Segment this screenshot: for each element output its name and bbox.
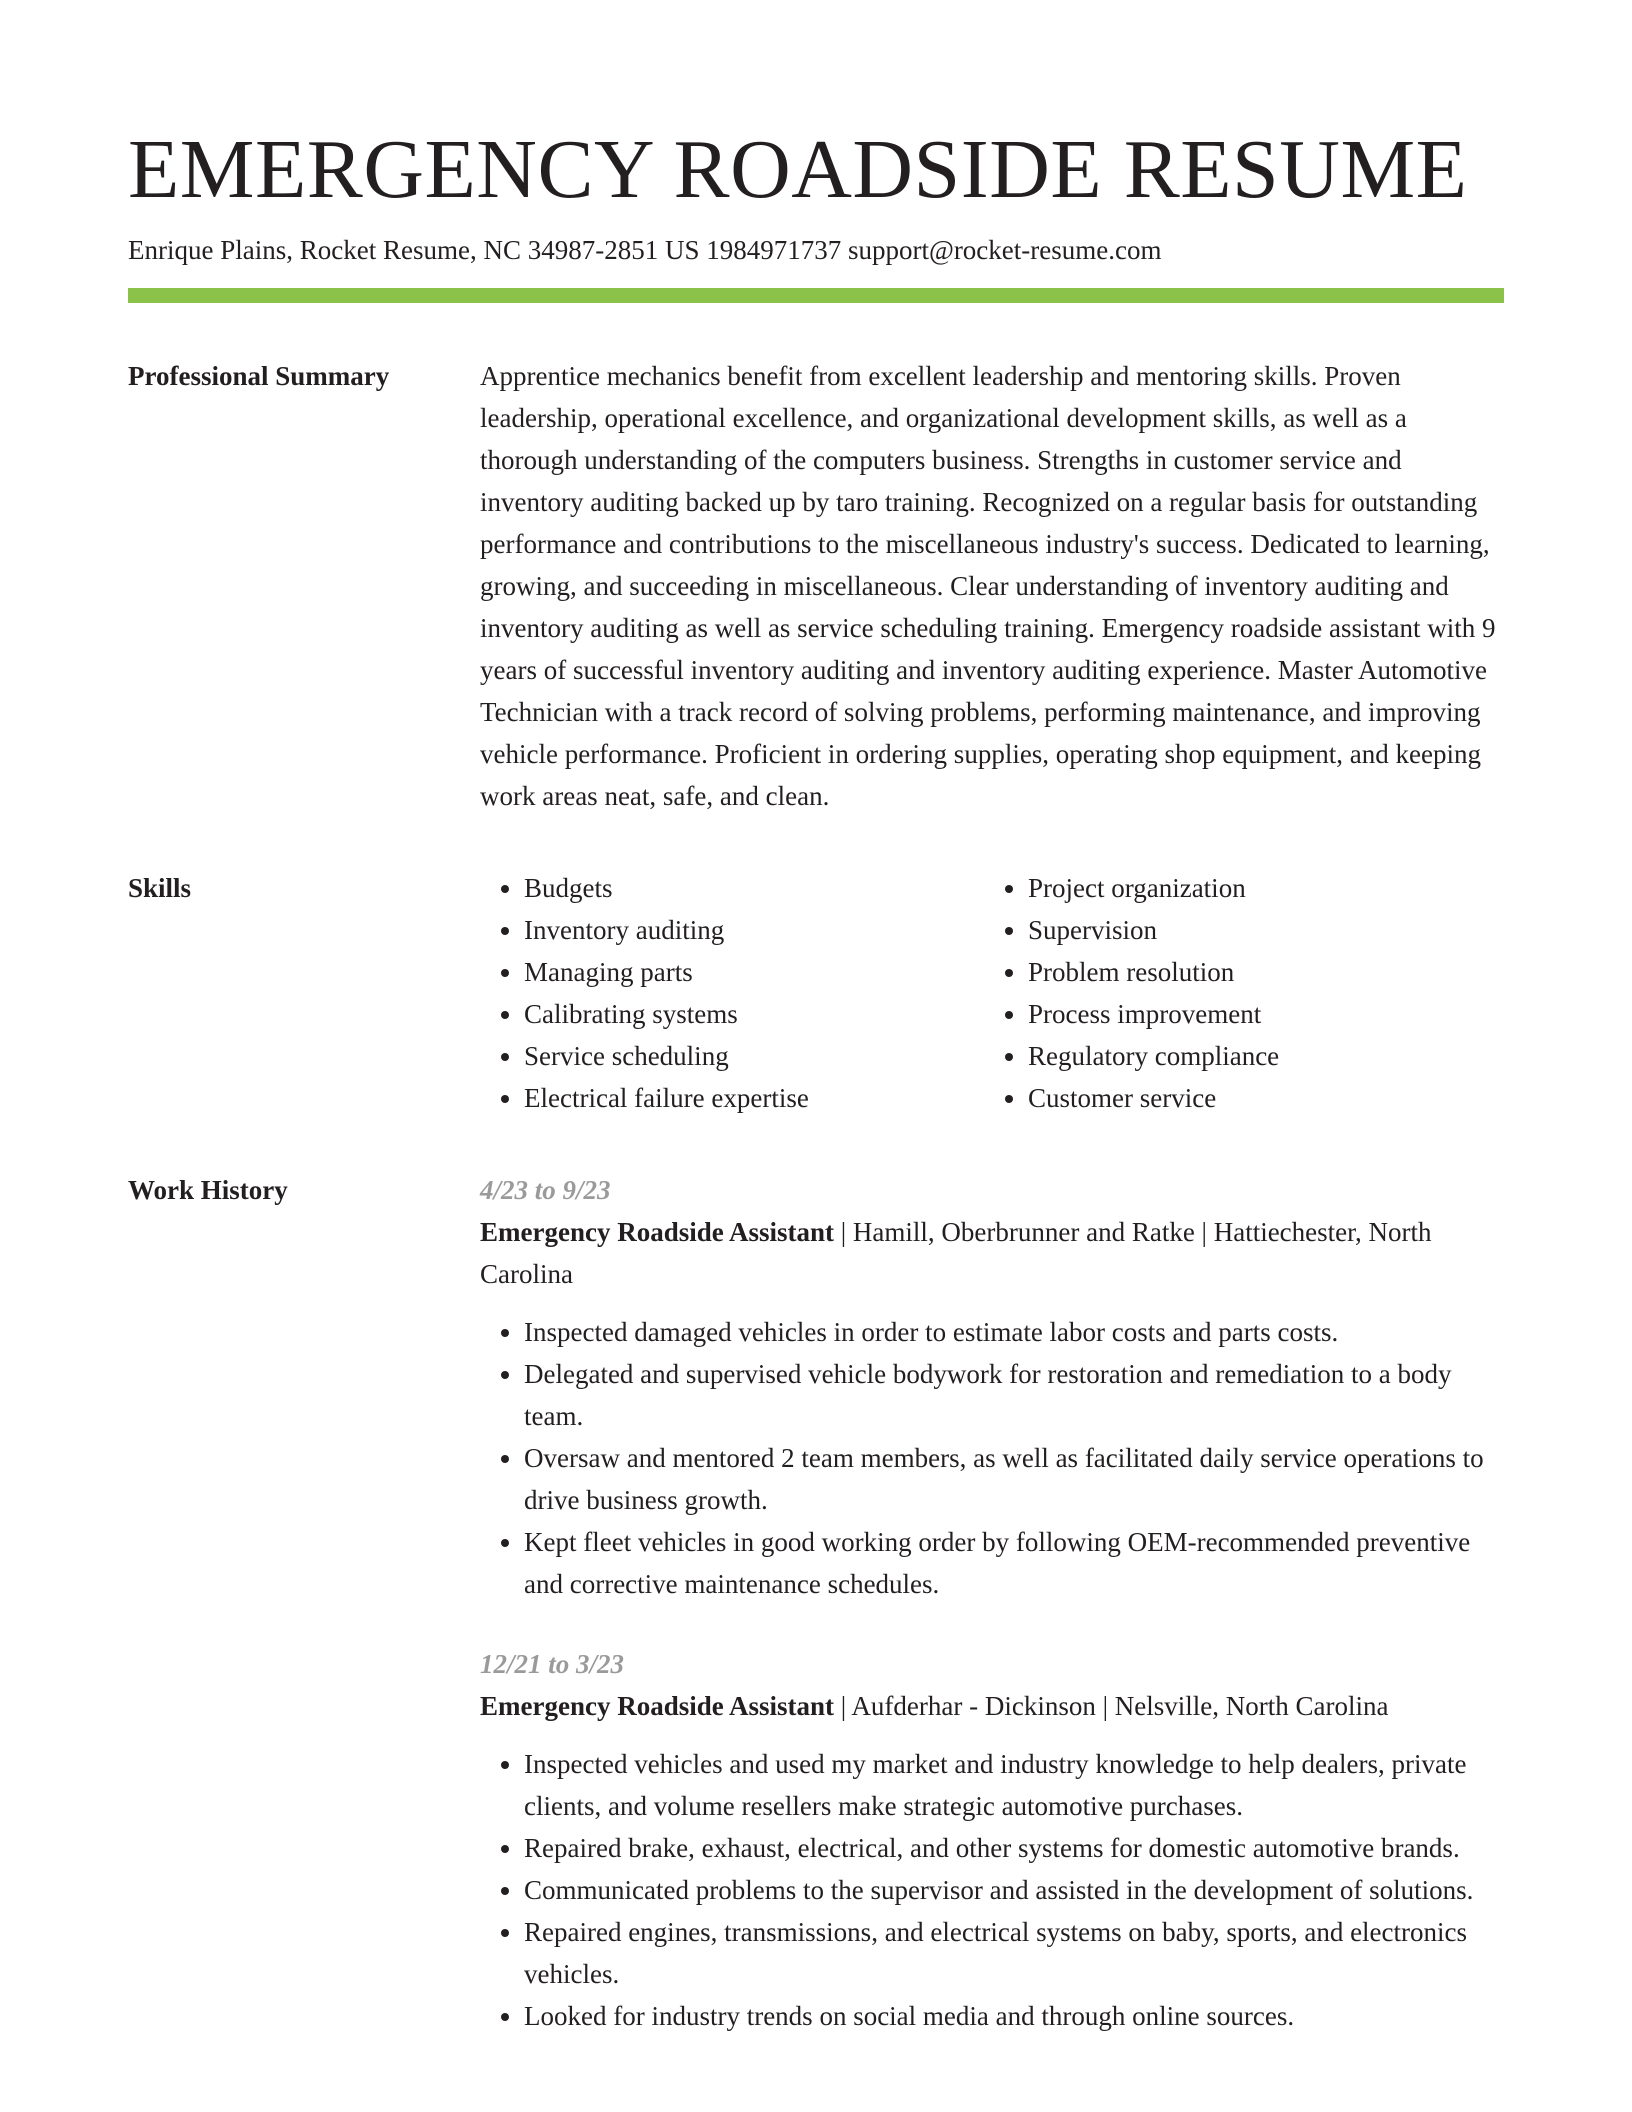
contact-line: Enrique Plains, Rocket Resume, NC 34987-2851 US 1984971737 support@rocket-resume.com [128, 235, 1162, 265]
header-divider [128, 288, 1504, 303]
job-details: | Aufderhar - Dickinson | Nelsville, North Carolina [834, 1691, 1389, 1721]
job-dates: 12/21 to 3/23 [480, 1649, 625, 1679]
skills-list-left [480, 867, 984, 1119]
job-bullet: • Repaired brake, exhaust, electrical, and other systems for domestic automotive brands. [524, 1827, 1504, 1869]
job-bullet: • Repaired engines, transmissions, and electrical systems on baby, sports, and electronics vehicles. [524, 1911, 1504, 1995]
resume-name: EMERGENCY ROADSIDE RESUME [128, 123, 1468, 216]
job-entry [480, 1169, 1504, 1605]
job-bullet: • Inspected vehicles and used my market and industry knowledge to help dealers, private clients, and volume resellers make strategic automotive purchases. [524, 1743, 1504, 1827]
skill-item: • Budgets [524, 867, 984, 909]
skill-item: • Service scheduling [524, 1035, 984, 1077]
job-dates: 4/23 to 9/23 [480, 1175, 611, 1205]
skills-list-right [984, 867, 1488, 1119]
job-header [480, 1685, 1504, 1727]
skill-item: • Problem resolution [1028, 951, 1488, 993]
job-bullet: • Inspected damaged vehicles in order to estimate labor costs and parts costs. [524, 1311, 1504, 1353]
job-bullet: • Oversaw and mentored 2 team members, as well as facilitated daily service operations to drive business growth. [524, 1437, 1504, 1521]
professional-summary-section [128, 355, 1504, 817]
job-bullet: • Delegated and supervised vehicle bodywork for restoration and remediation to a body team. [524, 1353, 1504, 1437]
skill-item: • Inventory auditing [524, 909, 984, 951]
skills-section [128, 867, 1504, 1119]
section-title-work-history: Work History [128, 1175, 288, 1205]
resume-page [128, 0, 1504, 2037]
skill-item: • Process improvement [1028, 993, 1488, 1035]
job-title: Emergency Roadside Assistant [480, 1217, 835, 1247]
section-title-summary: Professional Summary [128, 361, 390, 391]
summary-text: Apprentice mechanics benefit from excellent leadership and mentoring skills. Proven leadership, operational excellence, and organizational development skills, as well as a thorough understanding of the computers business. Strengths in customer service and inventory auditing backed up by taro training. Recognized on a regular basis for outstanding performance and contributions to the miscellaneous industry's success. Dedicated to learning, growing, and succeeding in miscellaneous. Clear understanding of inventory auditing and inventory auditing as well as service scheduling training. Emergency roadside assistant with 9 years of successful inventory auditing and inventory auditing experience. Master Automotive Technician with a track record of solving problems, performing maintenance, and improving vehicle performance. Proficient in ordering supplies, operating shop equipment, and keeping work areas neat, safe, and clean. [480, 361, 1496, 811]
job-details: | Hamill, Oberbrunner and Ratke | Hattiechester, North Carolina [480, 1217, 1432, 1289]
skill-item: • Electrical failure expertise [524, 1077, 984, 1119]
skill-item: • Supervision [1028, 909, 1488, 951]
skill-item: • Customer service [1028, 1077, 1488, 1119]
section-title-skills: Skills [128, 873, 192, 903]
job-bullets [480, 1311, 1504, 1605]
skill-item: • Calibrating systems [524, 993, 984, 1035]
job-bullet: • Looked for industry trends on social media and through online sources. [524, 1995, 1504, 2037]
job-title: Emergency Roadside Assistant [480, 1691, 835, 1721]
skill-item: • Regulatory compliance [1028, 1035, 1488, 1077]
job-header [480, 1211, 1504, 1295]
skill-item: • Managing parts [524, 951, 984, 993]
job-bullet: • Kept fleet vehicles in good working order by following OEM-recommended preventive and corrective maintenance schedules. [524, 1521, 1504, 1605]
work-history-section [128, 1169, 1504, 2037]
job-bullet: • Communicated problems to the supervisor and assisted in the development of solutions. [524, 1869, 1504, 1911]
job-entry [480, 1643, 1504, 2037]
job-bullets [480, 1743, 1504, 2037]
skill-item: • Project organization [1028, 867, 1488, 909]
